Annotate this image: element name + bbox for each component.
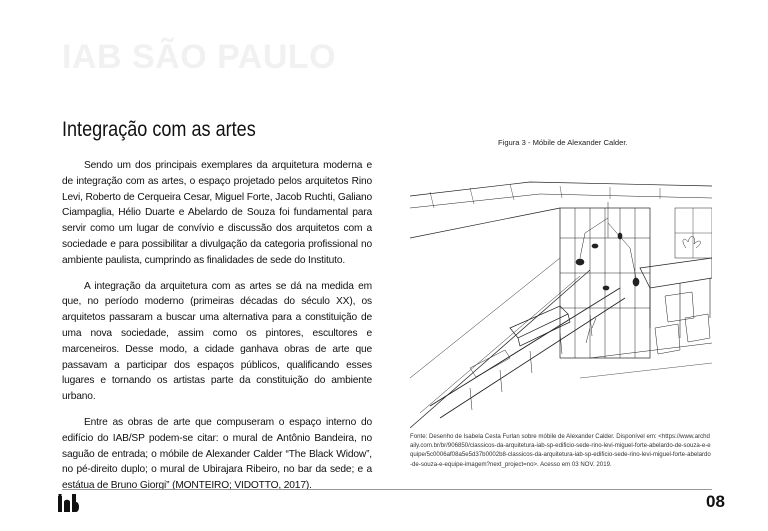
paragraph-2: A integração da arquitetura com as artes se dá na medida em que, no período moderno (primeiras décadas do século XX), os arquitetos passaram a buscar uma alternativa para a constituição de uma nova sociedade, assim como os pintores, escultores e marceneiros. Desse modo, a cidade ganhava obras de arte que passavam a participar dos espaços públicos, qualificando esses lugares e tornando os artistas parte da constituição do ambiente urbano. xyxy=(62,280,372,403)
figure-drawing xyxy=(410,178,712,428)
paragraph-3: Entre as obras de arte que compuseram o espaço interno do edifício do IAB/SP podem-se citar: o mural de Antônio Bandeira, no saguão de entrada; o móbile de Alexander Calder “The Black Widow”, no pé-direito duplo; o mural de Ubirajara Ribeiro, no bar da sede; e a estátua de Bruno Giorgi” (MONTEIRO; VIDOTTO, 2017). xyxy=(62,416,372,492)
iab-logo-icon xyxy=(58,494,80,512)
interior-sketch-illustration xyxy=(410,178,712,428)
footer-divider xyxy=(62,489,712,490)
figure-caption: Figura 3 - Móbile de Alexander Calder. xyxy=(498,138,628,147)
body-text xyxy=(62,158,372,504)
paragraph-1: Sendo um dos principais exemplares da arquitetura moderna e de integração com as artes, o espaço projetado pelos arquitetos Rino Levi, Roberto de Cerqueira Cesar, Miguel Forte, Jacob Ruchti, Galiano Ciampaglia, Hélio Duarte e Abelardo de Souza foi fundamental para servir como um lugar de convívio e discussão dos arquitetos com a sociedade e para possibilitar a divulgação da categoria profissional no ambiente paulista, cumprindo as finalidades de sede do Instituto. xyxy=(62,160,372,266)
figure-source: Fonte: Desenho de Isabela Cesta Furlan sobre móbile de Alexander Calder. Disponível em: <https://www.archdaily.com.br/br/906850/classicos-da-arquitetura-iab-sp-edificio-sede-rino-levi-miguel-forte-abelardo-de-souza-e-equipe/5c0006af08a5e5d37b0002b8-classicos-da-arquitetura-iab-sp-edificio-sede-rino-levi-miguel-forte-abelardo-de-souza-e-equipe-imagem?next_project=no>. Acesso em 03 NOV. 2019. xyxy=(410,433,711,468)
page-number: 08 xyxy=(706,492,725,511)
section-title: Integração com as artes xyxy=(62,118,256,141)
header-watermark-title: IAB SÃO PAULO xyxy=(62,38,337,76)
